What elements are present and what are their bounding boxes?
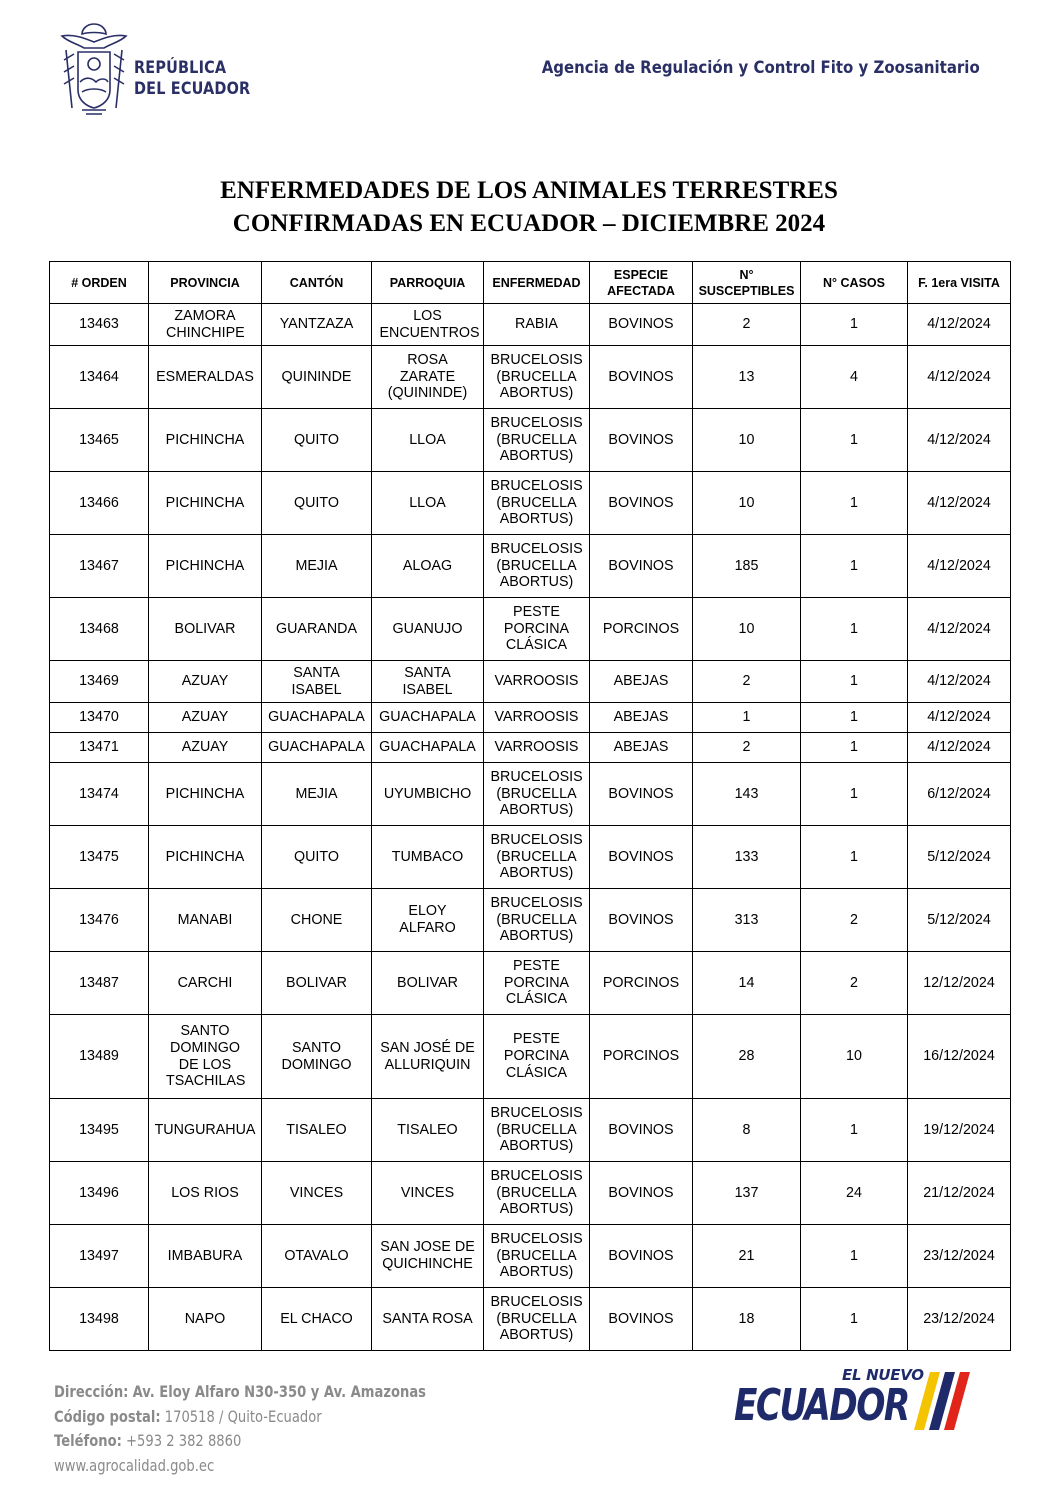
cell-enfermedad (484, 409, 590, 472)
cell-text: SANTA ISABEL (402, 664, 453, 698)
cell-canton (262, 598, 372, 661)
logo-wordmark: ECUADOR (734, 1380, 909, 1431)
cell-provincia (149, 472, 262, 535)
cell-text: BRUCELOSIS (BRUCELLA ABORTUS) (490, 894, 583, 945)
cell-text: NAPO (184, 1310, 226, 1327)
cell-parroquia (372, 472, 484, 535)
cell-text: TISALEO (397, 1121, 458, 1138)
cell-text: LOS ENCUENTROS (379, 307, 480, 341)
cell-fecha: 12/12/2024 (908, 952, 1011, 1015)
cell-orden: 13489 (50, 1015, 149, 1099)
cell-parroquia (372, 661, 484, 703)
cell-casos: 24 (801, 1162, 908, 1225)
cell-casos: 10 (801, 1015, 908, 1099)
cell-text: CARCHI (177, 974, 233, 991)
cell-text: BRUCELOSIS (BRUCELLA ABORTUS) (490, 831, 583, 882)
cell-orden: 13465 (50, 409, 149, 472)
cell-fecha: 21/12/2024 (908, 1162, 1011, 1225)
cell-text: ELOY ALFARO (399, 903, 456, 936)
address-label: Dirección: (54, 1382, 129, 1401)
cell-especie: PORCINOS (590, 598, 693, 661)
cell-orden: 13487 (50, 952, 149, 1015)
cell-text: LOS RIOS (171, 1184, 239, 1201)
cell-susceptibles: 137 (693, 1162, 801, 1225)
cell-text: BRUCELOSIS (BRUCELLA ABORTUS) (490, 414, 583, 465)
cell-susceptibles: 13 (693, 346, 801, 409)
table-row (50, 703, 1011, 733)
cell-orden: 13476 (50, 889, 149, 952)
table-row (50, 661, 1011, 703)
cell-enfermedad (484, 346, 590, 409)
cell-enfermedad (484, 763, 590, 826)
cell-provincia (149, 952, 262, 1015)
cell-casos: 1 (801, 826, 908, 889)
cell-canton (262, 304, 372, 346)
cell-text: BRUCELOSIS (BRUCELLA ABORTUS) (490, 768, 583, 819)
cell-especie: ABEJAS (590, 733, 693, 763)
cell-text: QUININDE (281, 368, 352, 385)
cell-provincia (149, 733, 262, 763)
cell-parroquia (372, 346, 484, 409)
header-provincia: PROVINCIA (149, 262, 262, 304)
cell-fecha: 23/12/2024 (908, 1288, 1011, 1351)
table-row (50, 889, 1011, 952)
cell-fecha: 4/12/2024 (908, 304, 1011, 346)
cell-text: UYUMBICHO (383, 785, 472, 802)
cell-text: RABIA (515, 316, 558, 333)
cell-enfermedad (484, 304, 590, 346)
cell-text: GUACHAPALA (268, 739, 365, 756)
cell-parroquia (372, 1225, 484, 1288)
cell-text: AZUAY (181, 739, 229, 756)
phone-value: +593 2 382 8860 (126, 1431, 242, 1450)
cell-text: BOLIVAR (174, 620, 236, 637)
table-row (50, 1288, 1011, 1351)
header-canton: CANTÓN (262, 262, 372, 304)
cell-text: TUMBACO (391, 848, 464, 865)
cell-susceptibles: 21 (693, 1225, 801, 1288)
cell-especie: ABEJAS (590, 661, 693, 703)
cell-enfermedad (484, 598, 590, 661)
table-row (50, 598, 1011, 661)
header-especie: ESPECIE AFECTADA (590, 262, 693, 304)
cell-especie: BOVINOS (590, 1225, 693, 1288)
table-row (50, 826, 1011, 889)
cell-text: TUNGURAHUA (154, 1121, 256, 1138)
cell-text: ALOAG (402, 557, 453, 574)
cell-text: PICHINCHA (165, 494, 245, 511)
cell-orden: 13471 (50, 733, 149, 763)
cell-text: AZUAY (181, 673, 229, 690)
header-susceptibles: N° SUSCEPTIBLES (693, 262, 801, 304)
cell-enfermedad (484, 1015, 590, 1099)
cell-casos: 1 (801, 535, 908, 598)
cell-text: SAN JOSE DE QUICHINCHE (380, 1239, 475, 1272)
cell-text: ROSA ZARATE (QUININDE) (387, 351, 468, 402)
cell-orden: 13463 (50, 304, 149, 346)
cell-text: GUARANDA (275, 620, 358, 637)
cell-canton (262, 703, 372, 733)
cell-text: BRUCELOSIS (BRUCELLA ABORTUS) (490, 1293, 583, 1344)
cell-text: SANTO DOMINGO DE LOS TSACHILAS (166, 1023, 246, 1090)
cell-susceptibles: 313 (693, 889, 801, 952)
cell-text: GUANUJO (392, 620, 463, 637)
cell-canton (262, 1099, 372, 1162)
table-row (50, 1225, 1011, 1288)
cell-text: VINCES (289, 1184, 344, 1201)
cell-orden: 13498 (50, 1288, 149, 1351)
cell-text: VARROOSIS (494, 673, 579, 690)
table-body (50, 304, 1011, 1351)
cell-especie: BOVINOS (590, 763, 693, 826)
cell-text: VARROOSIS (494, 739, 579, 756)
cell-fecha: 23/12/2024 (908, 1225, 1011, 1288)
cell-casos: 1 (801, 703, 908, 733)
cell-casos: 4 (801, 346, 908, 409)
postal-label: Código postal: (54, 1406, 161, 1426)
cell-enfermedad (484, 661, 590, 703)
table-row (50, 1099, 1011, 1162)
cell-especie: BOVINOS (590, 826, 693, 889)
cell-canton (262, 1162, 372, 1225)
cell-fecha: 19/12/2024 (908, 1099, 1011, 1162)
cell-text: SANTO DOMINGO (281, 1039, 352, 1073)
cell-provincia (149, 1099, 262, 1162)
diseases-table (49, 261, 1011, 1351)
footer-website[interactable]: www.agrocalidad.gob.ec (54, 1455, 215, 1475)
cell-fecha: 4/12/2024 (908, 409, 1011, 472)
cell-text: IMBABURA (167, 1247, 243, 1264)
cell-canton (262, 826, 372, 889)
cell-text: LLOA (409, 431, 446, 448)
cell-susceptibles: 14 (693, 952, 801, 1015)
cell-text: QUITO (293, 431, 339, 448)
cell-text: BRUCELOSIS (BRUCELLA ABORTUS) (490, 1230, 583, 1281)
cell-susceptibles: 2 (693, 304, 801, 346)
cell-susceptibles: 28 (693, 1015, 801, 1099)
cell-casos: 1 (801, 598, 908, 661)
cell-especie: PORCINOS (590, 952, 693, 1015)
cell-orden: 13466 (50, 472, 149, 535)
cell-orden: 13467 (50, 535, 149, 598)
cell-text: GUACHAPALA (268, 709, 365, 726)
cell-canton (262, 661, 372, 703)
cell-parroquia (372, 1099, 484, 1162)
cell-provincia (149, 346, 262, 409)
cell-especie: BOVINOS (590, 889, 693, 952)
el-nuevo-ecuador-logo (734, 1366, 980, 1458)
cell-fecha: 16/12/2024 (908, 1015, 1011, 1099)
cell-parroquia (372, 1162, 484, 1225)
cell-enfermedad (484, 535, 590, 598)
title-line-2: CONFIRMADAS EN ECUADOR – DICIEMBRE 2024 (232, 210, 826, 237)
footer-phone (54, 1429, 426, 1454)
cell-susceptibles: 2 (693, 661, 801, 703)
cell-enfermedad (484, 1162, 590, 1225)
republic-wordmark (134, 58, 250, 100)
cell-susceptibles: 10 (693, 409, 801, 472)
cell-text: PICHINCHA (165, 431, 245, 448)
cell-text: BRUCELOSIS (BRUCELLA ABORTUS) (490, 1104, 583, 1155)
cell-fecha: 4/12/2024 (908, 472, 1011, 535)
cell-text: OTAVALO (284, 1247, 349, 1264)
cell-text: BRUCELOSIS (BRUCELLA ABORTUS) (490, 1167, 583, 1218)
cell-text: PESTE PORCINA CLÁSICA (503, 603, 570, 654)
address-value: Av. Eloy Alfaro N30-350 y Av. Amazonas (132, 1382, 426, 1401)
cell-casos: 1 (801, 733, 908, 763)
cell-orden: 13495 (50, 1099, 149, 1162)
cell-provincia (149, 304, 262, 346)
cell-enfermedad (484, 1225, 590, 1288)
cell-casos: 1 (801, 1225, 908, 1288)
cell-especie: BOVINOS (590, 1162, 693, 1225)
cell-especie: BOVINOS (590, 304, 693, 346)
cell-text: BOLIVAR (397, 974, 458, 991)
cell-fecha: 4/12/2024 (908, 661, 1011, 703)
cell-provincia (149, 826, 262, 889)
cell-text: QUITO (293, 494, 339, 511)
cell-casos: 1 (801, 304, 908, 346)
cell-text: YANTZAZA (279, 316, 354, 333)
table-row (50, 535, 1011, 598)
republic-line-1: REPÚBLICA (134, 58, 227, 78)
cell-parroquia (372, 952, 484, 1015)
cell-text: QUITO (293, 848, 339, 865)
cell-especie: BOVINOS (590, 535, 693, 598)
table-header-row (50, 262, 1011, 304)
cell-provincia (149, 535, 262, 598)
cell-susceptibles: 18 (693, 1288, 801, 1351)
cell-especie: BOVINOS (590, 1288, 693, 1351)
cell-text: BOLIVAR (286, 974, 347, 991)
cell-provincia (149, 1015, 262, 1099)
cell-especie: BOVINOS (590, 409, 693, 472)
phone-label: Teléfono: (54, 1431, 122, 1450)
cell-canton (262, 409, 372, 472)
cell-provincia (149, 1162, 262, 1225)
cell-canton (262, 733, 372, 763)
cell-canton (262, 346, 372, 409)
cell-text: PESTE PORCINA CLÁSICA (503, 957, 570, 1008)
cell-parroquia (372, 409, 484, 472)
cell-text: VINCES (400, 1184, 455, 1201)
cell-susceptibles: 1 (693, 703, 801, 733)
cell-parroquia (372, 889, 484, 952)
cell-text: LLOA (409, 494, 446, 511)
cell-parroquia (372, 1288, 484, 1351)
cell-enfermedad (484, 952, 590, 1015)
document-title (0, 174, 1058, 240)
cell-provincia (149, 1225, 262, 1288)
cell-text: PICHINCHA (165, 557, 245, 574)
header-parroquia: PARROQUIA (372, 262, 484, 304)
cell-text: BRUCELOSIS (BRUCELLA ABORTUS) (490, 351, 583, 402)
cell-susceptibles: 2 (693, 733, 801, 763)
cell-text: GUACHAPALA (379, 709, 476, 726)
cell-enfermedad (484, 1288, 590, 1351)
cell-parroquia (372, 535, 484, 598)
cell-especie: ABEJAS (590, 703, 693, 733)
cell-text: SAN JOSÉ DE ALLURIQUIN (380, 1039, 475, 1073)
cell-parroquia (372, 304, 484, 346)
cell-casos: 2 (801, 889, 908, 952)
cell-fecha: 4/12/2024 (908, 346, 1011, 409)
cell-casos: 1 (801, 661, 908, 703)
logo-stripes-icon (912, 1370, 982, 1434)
footer-address (54, 1380, 426, 1405)
footer-postal (54, 1405, 426, 1430)
table-row (50, 472, 1011, 535)
cell-casos: 1 (801, 1099, 908, 1162)
header-orden: # ORDEN (50, 262, 149, 304)
table-row (50, 409, 1011, 472)
cell-parroquia (372, 703, 484, 733)
cell-fecha: 4/12/2024 (908, 703, 1011, 733)
table-row (50, 763, 1011, 826)
cell-orden: 13496 (50, 1162, 149, 1225)
cell-text: BRUCELOSIS (BRUCELLA ABORTUS) (490, 540, 583, 591)
cell-orden: 13469 (50, 661, 149, 703)
cell-susceptibles: 185 (693, 535, 801, 598)
table-row (50, 346, 1011, 409)
header-enfermedad: ENFERMEDAD (484, 262, 590, 304)
cell-enfermedad (484, 889, 590, 952)
cell-fecha: 4/12/2024 (908, 535, 1011, 598)
cell-provincia (149, 703, 262, 733)
cell-text: MEJIA (295, 557, 338, 574)
cell-casos: 2 (801, 952, 908, 1015)
cell-text: MANABI (177, 911, 233, 928)
cell-text: EL CHACO (280, 1310, 353, 1327)
cell-orden: 13475 (50, 826, 149, 889)
cell-text: SANTA ROSA (382, 1310, 473, 1327)
cell-canton (262, 763, 372, 826)
cell-text: TISALEO (286, 1121, 347, 1138)
postal-value: 170518 / Quito-Ecuador (164, 1406, 322, 1426)
cell-orden: 13464 (50, 346, 149, 409)
cell-provincia (149, 598, 262, 661)
cell-orden: 13474 (50, 763, 149, 826)
cell-casos: 1 (801, 472, 908, 535)
cell-fecha: 5/12/2024 (908, 889, 1011, 952)
cell-provincia (149, 1288, 262, 1351)
cell-especie: BOVINOS (590, 1099, 693, 1162)
cell-text: ZAMORA CHINCHIPE (166, 307, 245, 341)
cell-text: GUACHAPALA (379, 739, 476, 756)
cell-text: SANTA ISABEL (291, 664, 342, 698)
cell-parroquia (372, 826, 484, 889)
cell-orden: 13497 (50, 1225, 149, 1288)
cell-susceptibles: 133 (693, 826, 801, 889)
cell-canton (262, 889, 372, 952)
cell-text: BRUCELOSIS (BRUCELLA ABORTUS) (490, 477, 583, 528)
cell-parroquia (372, 1015, 484, 1099)
cell-enfermedad (484, 1099, 590, 1162)
republic-line-2: DEL ECUADOR (134, 79, 251, 99)
cell-text: PESTE PORCINA CLÁSICA (503, 1031, 570, 1081)
cell-provincia (149, 661, 262, 703)
cell-susceptibles: 143 (693, 763, 801, 826)
cell-orden: 13468 (50, 598, 149, 661)
cell-especie: BOVINOS (590, 472, 693, 535)
cell-susceptibles: 8 (693, 1099, 801, 1162)
cell-susceptibles: 10 (693, 472, 801, 535)
agency-name: Agencia de Regulación y Control Fito y Zoosanitario (542, 58, 980, 78)
cell-canton (262, 472, 372, 535)
cell-text: AZUAY (181, 709, 229, 726)
cell-fecha: 5/12/2024 (908, 826, 1011, 889)
cell-enfermedad (484, 472, 590, 535)
cell-enfermedad (484, 826, 590, 889)
table-row (50, 733, 1011, 763)
cell-canton (262, 952, 372, 1015)
cell-text: CHONE (290, 911, 343, 928)
cell-fecha: 4/12/2024 (908, 733, 1011, 763)
cell-text: MEJIA (295, 785, 338, 802)
cell-canton (262, 535, 372, 598)
table-row (50, 1162, 1011, 1225)
cell-provincia (149, 763, 262, 826)
cell-canton (262, 1288, 372, 1351)
cell-fecha: 6/12/2024 (908, 763, 1011, 826)
cell-casos: 1 (801, 1288, 908, 1351)
cell-text: VARROOSIS (494, 709, 579, 726)
cell-especie: PORCINOS (590, 1015, 693, 1099)
header-casos: N° CASOS (801, 262, 908, 304)
cell-casos: 1 (801, 763, 908, 826)
cell-text: ESMERALDAS (156, 368, 254, 385)
cell-orden: 13470 (50, 703, 149, 733)
header-fecha: F. 1era VISITA (908, 262, 1011, 304)
logo-tagline: EL NUEVO (842, 1366, 924, 1384)
cell-susceptibles: 10 (693, 598, 801, 661)
cell-enfermedad (484, 703, 590, 733)
title-line-1: ENFERMEDADES DE LOS ANIMALES TERRESTRES (220, 177, 838, 204)
cell-parroquia (372, 598, 484, 661)
table-row (50, 304, 1011, 346)
table-row (50, 1015, 1011, 1099)
cell-text: PICHINCHA (165, 848, 245, 865)
footer-contact (54, 1380, 426, 1478)
cell-canton (262, 1225, 372, 1288)
cell-casos: 1 (801, 409, 908, 472)
page-header (0, 0, 1058, 140)
cell-fecha: 4/12/2024 (908, 598, 1011, 661)
cell-parroquia (372, 733, 484, 763)
cell-especie: BOVINOS (590, 346, 693, 409)
coat-of-arms-icon (52, 20, 136, 120)
table-row (50, 952, 1011, 1015)
cell-canton (262, 1015, 372, 1099)
cell-enfermedad (484, 733, 590, 763)
cell-provincia (149, 409, 262, 472)
cell-parroquia (372, 763, 484, 826)
cell-provincia (149, 889, 262, 952)
cell-text: PICHINCHA (165, 785, 245, 802)
